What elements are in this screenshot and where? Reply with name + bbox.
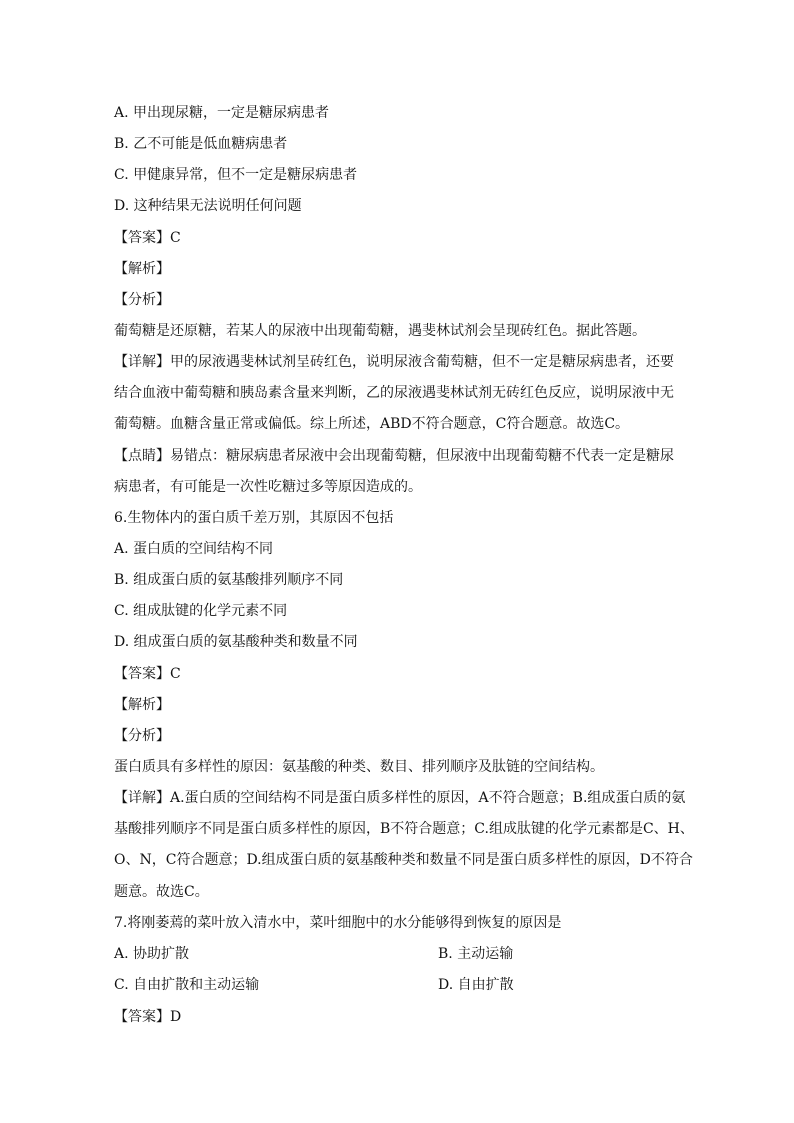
q6-option-a: A. 蛋白质的空间结构不同 (114, 541, 274, 557)
q5-tip-line-1: 【点睛】易错点：糖尿病患者尿液中会出现葡萄糖，但尿液中出现葡萄糖不代表一定是糖尿 (114, 448, 674, 464)
q5-detail-line-2: 结合血液中葡萄糖和胰岛素含量来判断，乙的尿液遇斐林试剂无砖红色反应，说明尿液中无 (114, 385, 674, 401)
q6-option-d: D. 组成蛋白质的氨基酸种类和数量不同 (114, 634, 358, 650)
q5-analysis-text: 葡萄糖是还原糖，若某人的尿液中出现葡萄糖，遇斐林试剂会呈现砖红色。据此答题。 (114, 323, 646, 339)
q6-jiexi-heading: 【解析】 (114, 697, 170, 713)
q5-detail-line-1: 【详解】甲的尿液遇斐林试剂呈砖红色，说明尿液含葡萄糖，但不一定是糖尿病患者，还要 (114, 354, 674, 370)
q5-option-c: C. 甲健康异常，但不一定是糖尿病患者 (114, 167, 358, 183)
q7-option-b: B. 主动运输 (438, 946, 514, 962)
q6-analysis-text: 蛋白质具有多样性的原因：氨基酸的种类、数目、排列顺序及肽链的空间结构。 (114, 759, 604, 775)
q6-detail-line-2: 基酸排列顺序不同是蛋白质多样性的原因，B不符合题意；C.组成肽键的化学元素都是C、H、 (114, 821, 694, 837)
q6-question: 6.生物体内的蛋白质千差万别，其原因不包括 (114, 510, 394, 526)
q5-detail-line-3: 葡萄糖。血糖含量正常或偏低。综上所述，ABD不符合题意，C符合题意。故选C。 (114, 416, 630, 432)
q6-detail-line-4: 题意。故选C。 (114, 884, 209, 900)
q7-option-d: D. 自由扩散 (438, 977, 514, 993)
q7-option-c: C. 自由扩散和主动运输 (114, 977, 260, 993)
q5-fenxi-heading: 【分析】 (114, 292, 170, 308)
q7-option-a: A. 协助扩散 (114, 946, 190, 962)
q5-option-a: A. 甲出现尿糖，一定是糖尿病患者 (114, 105, 330, 121)
q5-answer: 【答案】C (114, 230, 181, 246)
q7-question: 7.将刚萎蔫的菜叶放入清水中，菜叶细胞中的水分能够得到恢复的原因是 (114, 915, 562, 931)
q6-option-b: B. 组成蛋白质的氨基酸排列顺序不同 (114, 572, 344, 588)
q5-option-b: B. 乙不可能是低血糖病患者 (114, 136, 288, 152)
q5-tip-line-2: 病患者，有可能是一次性吃糖过多等原因造成的。 (114, 479, 422, 495)
q5-option-d: D. 这种结果无法说明任何问题 (114, 198, 302, 214)
q6-fenxi-heading: 【分析】 (114, 728, 170, 744)
q6-option-c: C. 组成肽键的化学元素不同 (114, 603, 288, 619)
q6-detail-line-1: 【详解】A.蛋白质的空间结构不同是蛋白质多样性的原因，A不符合题意；B.组成蛋白质的氨 (114, 790, 686, 806)
q5-jiexi-heading: 【解析】 (114, 261, 170, 277)
q6-detail-line-3: O、N，C符合题意；D.组成蛋白质的氨基酸种类和数量不同是蛋白质多样性的原因，D不符合 (114, 852, 693, 868)
q6-answer: 【答案】C (114, 666, 181, 682)
q7-answer: 【答案】D (114, 1009, 182, 1025)
